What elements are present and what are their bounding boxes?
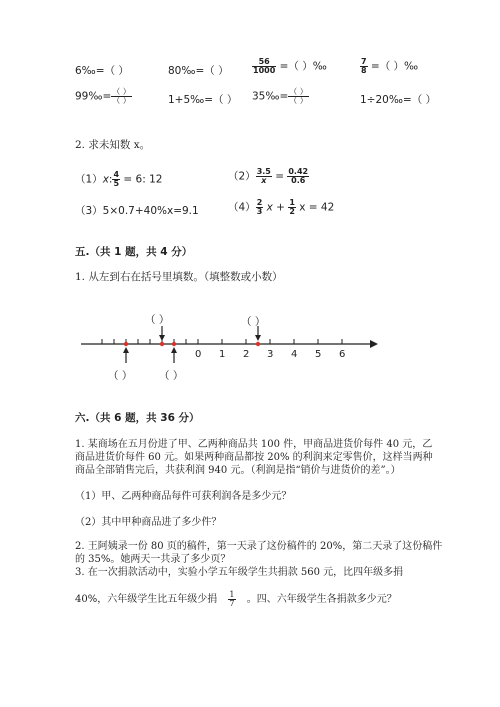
section-5-title: 五.（共 1 题，共 4 分） — [75, 246, 193, 258]
number-line — [75, 322, 385, 372]
blank: =（ ）‰ — [370, 60, 419, 73]
numerator: 7 — [361, 57, 367, 66]
numerator: 56 — [252, 58, 276, 67]
fraction-blank — [288, 88, 309, 105]
fraction-blank — [111, 88, 132, 105]
point-marker — [256, 342, 260, 346]
denominator: 7 — [229, 599, 235, 608]
numerator: 1 — [229, 590, 235, 599]
tail: x = 42 — [299, 201, 335, 214]
item-35-permille — [252, 88, 309, 105]
point-marker — [124, 342, 128, 346]
paren-bottom-2: （ ） — [159, 370, 184, 382]
arrow-up-2 — [171, 347, 177, 363]
point-marker — [172, 342, 176, 346]
tick-label-5: 5 — [315, 349, 322, 360]
axis-arrow — [370, 340, 378, 348]
denominator: x — [261, 176, 267, 185]
numerator: 3.5 — [256, 167, 271, 176]
blank: =（ ）‰ — [279, 60, 327, 73]
paren-top-2: （ ） — [241, 316, 266, 328]
fraction — [287, 168, 309, 185]
item-56-over-1000 — [252, 58, 327, 75]
text: 。四、六年级学生各捐款多少元？ — [246, 594, 397, 605]
tick-label-0: 0 — [195, 349, 202, 360]
item-6-permille: 6‰=（ ） — [75, 65, 129, 77]
item-80-permille: 80‰=（ ） — [168, 65, 229, 77]
numerator: 4 — [113, 170, 120, 179]
s6-q1-sub-2: （2）其中甲种商品进了多少件？ — [75, 517, 222, 528]
label: 99‰= — [75, 90, 112, 103]
point-marker — [160, 342, 164, 346]
denominator: 3 — [256, 207, 263, 216]
rest: = 6: 12 — [123, 173, 163, 186]
colon: : — [108, 173, 113, 186]
equation-2 — [228, 168, 309, 185]
variable: x — [102, 173, 109, 186]
fraction — [256, 168, 272, 185]
tick-label-2: 2 — [243, 349, 250, 360]
fraction — [360, 58, 368, 75]
arrow-down-2 — [255, 326, 261, 341]
s6-q1-line-2: 商品进货价每件 60 元。如果两种商品都按 20% 的利润来定零售价，这样当两种 — [75, 452, 433, 463]
tick-label-6: 6 — [339, 349, 346, 360]
fraction — [112, 171, 120, 188]
equation-1 — [75, 171, 162, 188]
item-99-permille — [75, 88, 132, 105]
arrow-up-1 — [123, 347, 129, 363]
s6-q1-line-3: 商品全部销售完后，共获利润 940 元。（利润是指“销价与进货价的差”。） — [75, 465, 401, 476]
tick-label-4: 4 — [291, 349, 298, 360]
s6-q3-line-2 — [75, 590, 397, 608]
numerator-blank: （ ） — [289, 87, 308, 96]
numerator: 0.42 — [288, 167, 309, 176]
term: x + — [266, 201, 285, 214]
equation-3: （3）5×0.7+40%x=9.1 — [75, 205, 199, 217]
denominator: 2 — [289, 207, 295, 216]
s6-q1-sub-1: （1）甲、乙两种商品每件可获利润各是多少元？ — [75, 491, 292, 502]
denominator: 5 — [113, 179, 120, 188]
tick-label-1: 1 — [219, 349, 226, 360]
denominator: 0.6 — [291, 176, 306, 185]
text: 40%，六年级学生比五年级少捐 — [75, 594, 218, 605]
s6-q2-line-1: 2. 王阿姨录一份 80 页的稿件，第一天录了这份稿件的 20%，第二天录了这份稿件 — [75, 541, 443, 552]
equals: = — [275, 170, 285, 183]
numerator-blank: （ ） — [112, 87, 131, 96]
arrow-down-1 — [159, 326, 165, 341]
fraction — [252, 58, 276, 75]
paren-top-1: （ ） — [145, 314, 170, 326]
numerator: 1 — [289, 198, 295, 207]
section-5-question-1: 1. 从左到右在括号里填数。（填整数或小数） — [75, 271, 283, 283]
minor-ticks — [102, 339, 342, 344]
fraction — [256, 199, 264, 216]
s6-q1-line-1: 1. 某商场在五月份进了甲、乙两种商品共 100 件，甲商品进货价每件 40 元，乙 — [75, 439, 433, 450]
denominator-blank: （ ） — [289, 96, 308, 105]
fraction — [288, 199, 296, 216]
denominator-blank: （ ） — [112, 96, 131, 105]
equation-4 — [228, 199, 334, 216]
item-1-div-20-permille: 1÷20‰=（ ） — [360, 94, 437, 106]
tick-label-3: 3 — [267, 349, 274, 360]
label: （1） — [75, 173, 103, 186]
s6-q2-line-2: 的 35%。她两天一共录了多少页？ — [75, 554, 231, 565]
paren-bottom-1: （ ） — [108, 370, 133, 382]
item-1-plus-5-permille: 1+5‰=（ ） — [168, 94, 238, 106]
question-2-title: 2. 求未知数 x。 — [75, 139, 151, 151]
numerator: 2 — [256, 198, 263, 207]
fraction — [228, 591, 235, 608]
denominator: 8 — [361, 66, 367, 75]
section-6-title: 六.（共 6 题，共 36 分） — [75, 412, 200, 424]
item-7-over-8 — [360, 58, 418, 75]
label: （2） — [228, 170, 256, 183]
s6-q3-line-1: 3. 在一次捐款活动中，实验小学五年级学生共捐款 560 元，比四年级多捐 — [75, 567, 404, 578]
label: （4） — [228, 201, 256, 214]
denominator: 1000 — [253, 66, 276, 75]
label: 35‰= — [252, 90, 289, 103]
